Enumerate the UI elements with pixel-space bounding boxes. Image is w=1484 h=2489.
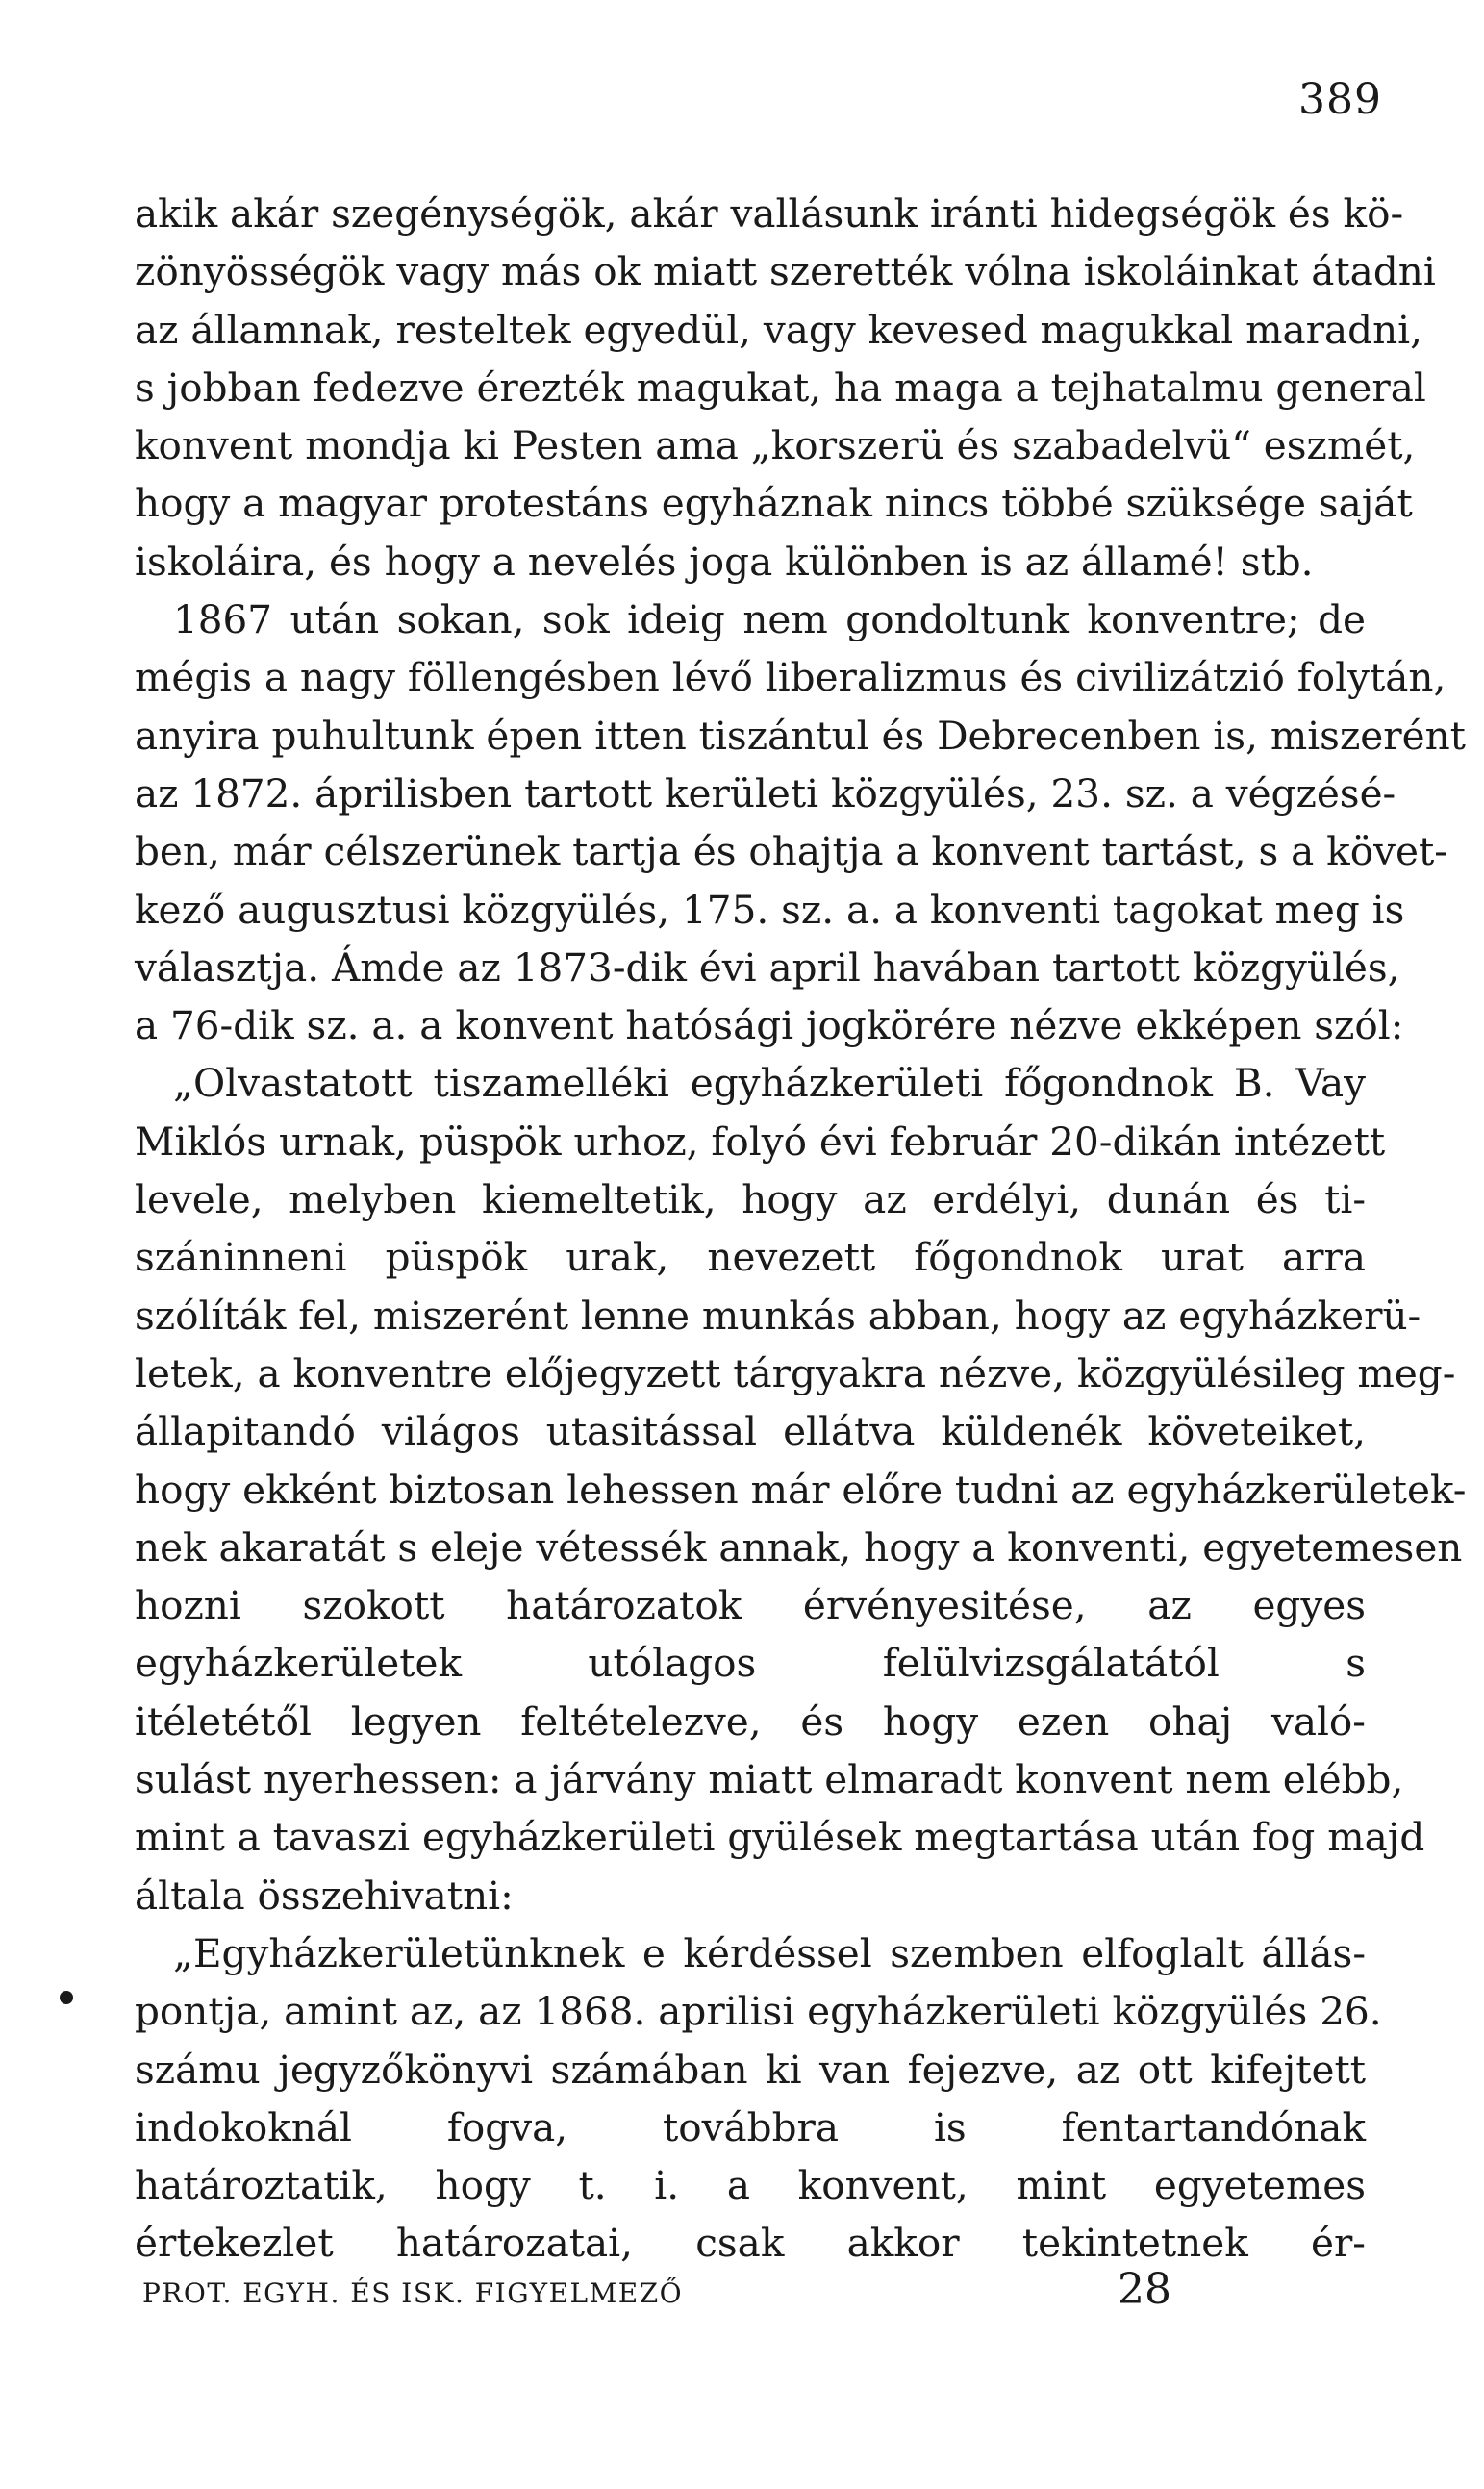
text-line: száninneni püspök urak, nevezett főgondnok urat arra bbox=[135, 1234, 1366, 1281]
text-line: konvent mondja ki Pesten ama „korszerü és szabadelvü“ eszmét, bbox=[135, 422, 1416, 469]
text-line: hozni szokott határozatok érvényesitése, az egyes bbox=[135, 1582, 1366, 1629]
text-line: egyházkerületek utólagos felülvizsgálatától s bbox=[135, 1640, 1366, 1687]
text-line: anyira puhultunk épen itten tiszántul és Debrecenben is, miszerént bbox=[135, 712, 1466, 759]
text-line: pontja, amint az, az 1868. aprilisi egyházkerületi közgyülés 26. bbox=[135, 1988, 1382, 2035]
margin-dot-mark bbox=[60, 1991, 73, 2004]
text-line: levele, melyben kiemeltetik, hogy az erdélyi, dunán és ti- bbox=[135, 1176, 1366, 1223]
text-line: határoztatik, hogy t. i. a konvent, mint egyetemes bbox=[135, 2162, 1366, 2209]
text-line: mégis a nagy föllengésben lévő liberalizmus és civilizátzió folytán, bbox=[135, 654, 1446, 701]
text-line: „Egyházkerületünknek e kérdéssel szemben elfoglalt állás- bbox=[173, 1929, 1366, 1976]
text-line: letek, a konventre előjegyzett tárgyakra nézve, közgyülésileg meg- bbox=[135, 1349, 1456, 1396]
text-line: zönyösségök vagy más ok miatt szerették vólna iskoláinkat átadni bbox=[135, 248, 1436, 295]
text-line: indokoknál fogva, továbbra is fentartandónak bbox=[135, 2103, 1366, 2150]
footer-source: PROT. EGYH. ÉS ISK. FIGYELMEZŐ bbox=[142, 2277, 684, 2309]
text-line: akik akár szegénységök, akár vallásunk iránti hidegségök és kö- bbox=[135, 190, 1404, 237]
text-line: „Olvastatott tiszamelléki egyházkerületi főgondnok B. Vay bbox=[173, 1060, 1366, 1107]
page-number: 389 bbox=[1298, 75, 1382, 124]
text-line: hogy a magyar protestáns egyháznak nincs többé szüksége saját bbox=[135, 480, 1413, 527]
footer-sheet-number: 28 bbox=[1118, 2265, 1171, 2314]
text-line: általa összehivatni: bbox=[135, 1872, 514, 1919]
text-line: állapitandó világos utasitással ellátva küldenék követeiket, bbox=[135, 1408, 1366, 1455]
body-text bbox=[135, 185, 1467, 2273]
text-line: s jobban fedezve érezték magukat, ha maga a tejhatalmu general bbox=[135, 364, 1426, 411]
text-line: az államnak, resteltek egyedül, vagy kevesed magukkal maradni, bbox=[135, 306, 1423, 353]
text-line: iskoláira, és hogy a nevelés joga különben is az államé! stb. bbox=[135, 538, 1314, 585]
text-line: választja. Ámde az 1873-dik évi april havában tartott közgyülés, bbox=[135, 943, 1400, 991]
text-line: mint a tavaszi egyházkerületi gyülések megtartása után fog majd bbox=[135, 1814, 1425, 1861]
text-line: ben, már célszerünek tartja és ohajtja a konvent tartást, s a követ- bbox=[135, 828, 1447, 875]
text-line: nek akaratát s eleje vétessék annak, hogy a konventi, egyetemesen bbox=[135, 1523, 1463, 1571]
text-line: hogy ekként biztosan lehessen már előre tudni az egyházkerületek- bbox=[135, 1466, 1467, 1513]
text-line: szólíták fel, miszerént lenne munkás abban, hogy az egyházkerü- bbox=[135, 1292, 1421, 1339]
text-line: számu jegyzőkönyvi számában ki van fejezve, az ott kifejtett bbox=[135, 2046, 1366, 2093]
text-line: itéletétől legyen feltételezve, és hogy ezen ohaj való- bbox=[135, 1697, 1366, 1745]
text-line: az 1872. áprilisben tartott kerületi közgyülés, 23. sz. a végzésé- bbox=[135, 769, 1396, 817]
text-line: Miklós urnak, püspök urhoz, folyó évi február 20-dikán intézett bbox=[135, 1118, 1386, 1165]
text-line: 1867 után sokan, sok ideig nem gondoltunk konventre; de bbox=[173, 596, 1366, 643]
text-line: sulást nyerhessen: a járvány miatt elmaradt konvent nem elébb, bbox=[135, 1756, 1404, 1803]
text-line: értekezlet határozatai, csak akkor tekintetnek ér- bbox=[135, 2220, 1366, 2267]
text-line: a 76-dik sz. a. a konvent hatósági jogkörére nézve ekképen szól: bbox=[135, 1002, 1404, 1049]
text-line: kező augusztusi közgyülés, 175. sz. a. a konventi tagokat meg is bbox=[135, 886, 1405, 933]
